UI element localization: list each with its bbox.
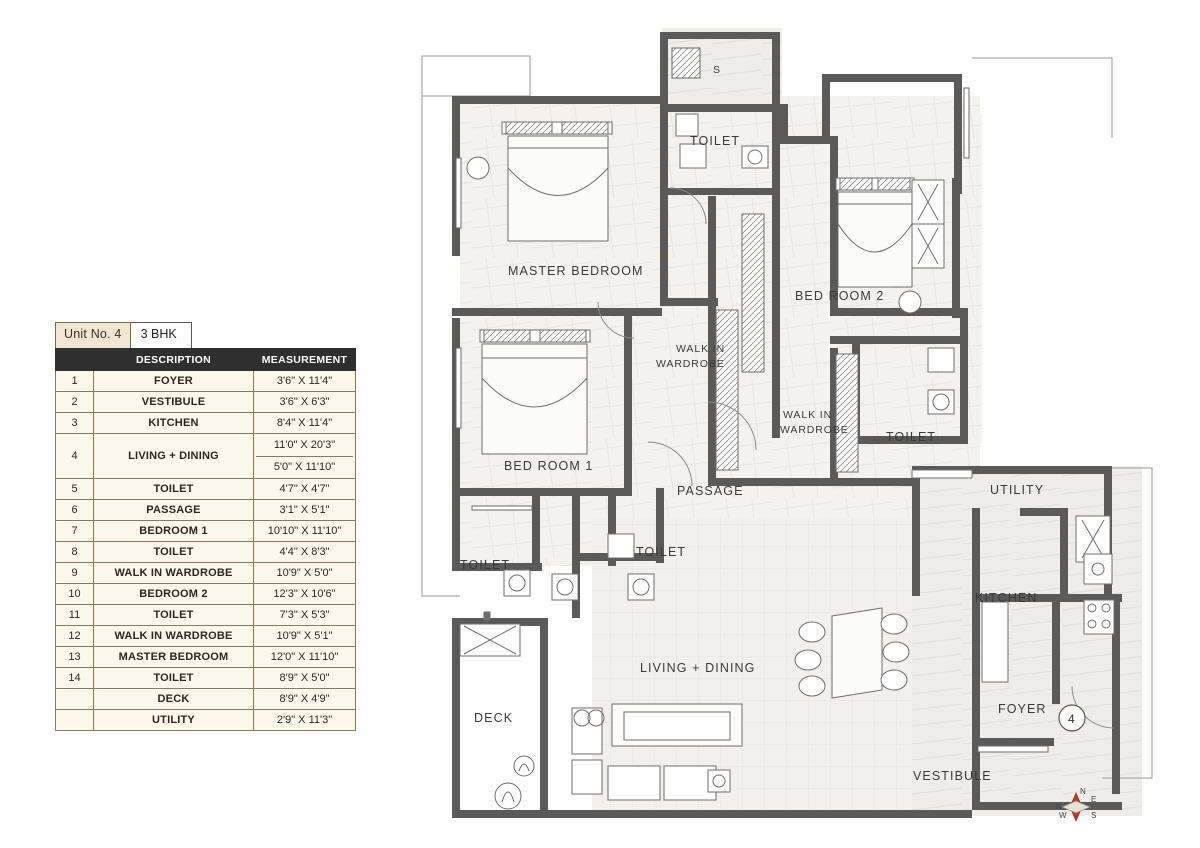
- table-row: [56, 434, 356, 479]
- row-measurement: 10'10" X 11'10": [254, 521, 356, 542]
- row-number: [56, 710, 94, 731]
- label-kitchen: KITCHEN: [975, 591, 1038, 605]
- row-number: 10: [56, 584, 94, 605]
- table-row: [56, 584, 356, 605]
- table-row: [56, 371, 356, 392]
- row-description: FOYER: [94, 371, 254, 392]
- label-master-bedroom: MASTER BEDROOM: [508, 264, 644, 278]
- row-number: 6: [56, 500, 94, 521]
- label-toilet-left: TOILET: [460, 558, 511, 572]
- row-description: DECK: [94, 689, 254, 710]
- table-header-row: [56, 349, 356, 371]
- unit-type-label: 3 BHK: [131, 322, 192, 348]
- table-row: [56, 500, 356, 521]
- compass-north-label: N: [1056, 802, 1062, 811]
- compass-south: S: [1091, 811, 1097, 820]
- label-foyer: FOYER: [998, 702, 1047, 716]
- table-row: [56, 626, 356, 647]
- table-row: [56, 392, 356, 413]
- table-row: [56, 710, 356, 731]
- row-description: BEDROOM 1: [94, 521, 254, 542]
- row-description: TOILET: [94, 542, 254, 563]
- table-row: [56, 542, 356, 563]
- row-measurement-line: 11'0" X 20'3": [273, 439, 336, 451]
- label-walk-in-wardrobe-2: WALK IN: [783, 409, 833, 421]
- row-description: BEDROOM 2: [94, 584, 254, 605]
- row-number: 2: [56, 392, 94, 413]
- table-row: [56, 521, 356, 542]
- row-number: 14: [56, 668, 94, 689]
- label-toilet-right: TOILET: [886, 430, 937, 444]
- label-deck: DECK: [474, 711, 514, 725]
- row-description: TOILET: [94, 479, 254, 500]
- unit-number-label: Unit No. 4: [55, 322, 131, 348]
- row-measurement: 12'0" X 11'10": [254, 647, 356, 668]
- row-measurement: 10'9" X 5'0": [254, 563, 356, 584]
- room-schedule-table: [55, 348, 356, 731]
- label-bed-room-1: BED ROOM 1: [504, 459, 594, 473]
- label-walk-in-wardrobe-1: WALK IN: [676, 343, 726, 355]
- row-measurement: 7'3" X 5'3": [254, 605, 356, 626]
- unit-marker-number: 4: [1068, 712, 1075, 726]
- row-measurement: [254, 434, 356, 479]
- label-shaft: S: [713, 64, 721, 76]
- row-measurement: 10'9" X 5'1": [254, 626, 356, 647]
- row-measurement: 8'9" X 5'0": [254, 668, 356, 689]
- compass-west: W: [1059, 811, 1067, 820]
- table-row: [56, 668, 356, 689]
- row-number: 4: [56, 434, 94, 479]
- row-description: TOILET: [94, 668, 254, 689]
- label-passage: PASSAGE: [677, 484, 744, 498]
- row-measurement: 3'6" X 11'4": [254, 371, 356, 392]
- row-number: 5: [56, 479, 94, 500]
- row-measurement: 8'9" X 4'9": [254, 689, 356, 710]
- row-description: PASSAGE: [94, 500, 254, 521]
- row-measurement: 4'7" X 4'7": [254, 479, 356, 500]
- column-header-no: [56, 349, 94, 371]
- row-number: 3: [56, 413, 94, 434]
- row-description: MASTER BEDROOM: [94, 647, 254, 668]
- table-row: [56, 647, 356, 668]
- table-row: [56, 563, 356, 584]
- compass-north: N: [1080, 787, 1086, 796]
- column-header-measurement: MEASUREMENT: [254, 349, 356, 371]
- row-number: 13: [56, 647, 94, 668]
- row-measurement: 3'6" X 6'3": [254, 392, 356, 413]
- row-number: 11: [56, 605, 94, 626]
- table-row: [56, 689, 356, 710]
- unit-schedule-panel: [55, 322, 355, 731]
- unit-marker: [1059, 705, 1085, 731]
- label-living-dining: LIVING + DINING: [640, 661, 756, 675]
- label-toilet-mid: TOILET: [636, 545, 687, 559]
- row-measurement: 12'3" X 10'6": [254, 584, 356, 605]
- floor-plan: [412, 18, 1184, 830]
- row-measurement: 3'1" X 5'1": [254, 500, 356, 521]
- row-description: WALK IN WARDROBE: [94, 626, 254, 647]
- row-description: KITCHEN: [94, 413, 254, 434]
- row-number: 1: [56, 371, 94, 392]
- row-number: 9: [56, 563, 94, 584]
- row-description: WALK IN WARDROBE: [94, 563, 254, 584]
- unit-header-row: [55, 322, 355, 348]
- compass-east: E: [1091, 795, 1097, 804]
- table-row: [56, 605, 356, 626]
- column-header-description: DESCRIPTION: [94, 349, 254, 371]
- row-number: 12: [56, 626, 94, 647]
- row-description: UTILITY: [94, 710, 254, 731]
- label-bed-room-2: BED ROOM 2: [795, 289, 885, 303]
- floor-plan-drawing: [412, 18, 1184, 830]
- table-row: [56, 413, 356, 434]
- row-number: 8: [56, 542, 94, 563]
- row-description: VESTIBULE: [94, 392, 254, 413]
- label-toilet-top: TOILET: [690, 134, 741, 148]
- row-measurement: 8'4" X 11'4": [254, 413, 356, 434]
- label-walk-in-wardrobe-2b: WARDROBE: [780, 424, 849, 436]
- row-measurement: 2'9" X 11'3": [254, 710, 356, 731]
- row-number: [56, 689, 94, 710]
- label-walk-in-wardrobe-1b: WARDROBE: [656, 358, 725, 370]
- table-row: [56, 479, 356, 500]
- label-utility: UTILITY: [990, 483, 1045, 497]
- row-description: LIVING + DINING: [94, 434, 254, 479]
- row-number: 7: [56, 521, 94, 542]
- row-measurement-line: 5'0" X 11'10": [256, 456, 353, 477]
- label-vestibule: VESTIBULE: [913, 769, 992, 783]
- row-measurement: 4'4" X 8'3": [254, 542, 356, 563]
- row-description: TOILET: [94, 605, 254, 626]
